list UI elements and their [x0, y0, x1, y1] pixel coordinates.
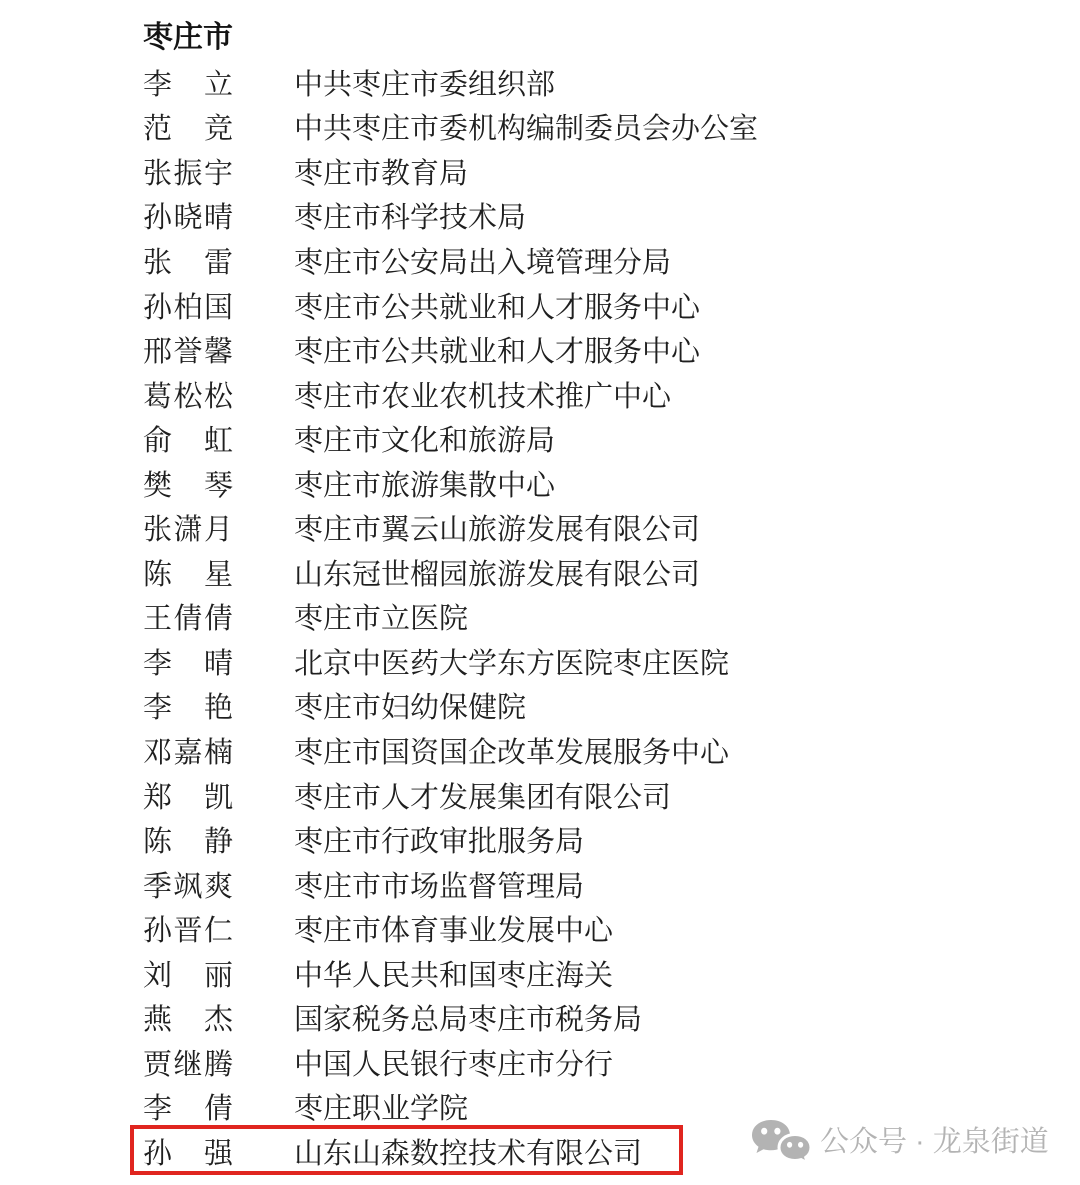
person-name: 李艳 [143, 692, 233, 725]
table-row [143, 505, 758, 550]
organization-name: 枣庄市公共就业和人才服务中心 [294, 291, 701, 324]
organization-name: 枣庄市科学技术局 [294, 202, 527, 235]
person-name: 张潇月 [143, 514, 233, 547]
table-row [143, 595, 758, 640]
organization-name: 枣庄市文化和旅游局 [294, 425, 556, 458]
table-row [143, 105, 758, 150]
table-row [143, 862, 758, 907]
table-row [143, 550, 758, 595]
table-row [143, 416, 758, 461]
organization-name: 枣庄市旅游集散中心 [294, 469, 556, 502]
table-row [143, 149, 758, 194]
person-name: 贾继腾 [143, 1048, 233, 1081]
person-name: 范竞 [143, 113, 233, 146]
table-row [143, 461, 758, 506]
organization-name: 中国人民银行枣庄市分行 [294, 1048, 614, 1081]
table-row [143, 773, 758, 818]
watermark [750, 1118, 1049, 1166]
table-row [143, 639, 758, 684]
person-name: 樊琴 [143, 469, 233, 502]
organization-name: 枣庄市妇幼保健院 [294, 692, 527, 725]
page-title: 枣庄市 [143, 21, 233, 54]
organization-name: 枣庄职业学院 [294, 1093, 469, 1126]
organization-name: 中共枣庄市委组织部 [294, 68, 556, 101]
person-name: 张雷 [143, 246, 233, 279]
organization-name: 枣庄市市场监督管理局 [294, 870, 585, 903]
roster-list [143, 60, 758, 1174]
organization-name: 北京中医药大学东方医院枣庄医院 [294, 647, 730, 680]
person-name: 陈星 [143, 558, 233, 591]
person-name: 俞虹 [143, 425, 233, 458]
organization-name: 枣庄市农业农机技术推广中心 [294, 380, 672, 413]
person-name: 孙强 [143, 1137, 233, 1170]
organization-name: 山东山森数控技术有限公司 [294, 1137, 643, 1170]
person-name: 邓嘉楠 [143, 736, 233, 769]
table-row [143, 1085, 758, 1130]
person-name: 刘丽 [143, 959, 233, 992]
table-row [143, 60, 758, 105]
table-row [143, 817, 758, 862]
person-name: 季飒爽 [143, 870, 233, 903]
organization-name: 枣庄市人才发展集团有限公司 [294, 781, 672, 814]
person-name: 王倩倩 [143, 603, 233, 636]
organization-name: 中共枣庄市委机构编制委员会办公室 [294, 113, 759, 146]
organization-name: 枣庄市立医院 [294, 603, 469, 636]
person-name: 陈静 [143, 826, 233, 859]
organization-name: 枣庄市国资国企改革发展服务中心 [294, 736, 730, 769]
person-name: 孙晋仁 [143, 915, 233, 948]
table-row [143, 995, 758, 1040]
table-row [143, 951, 758, 996]
person-name: 张振宇 [143, 157, 233, 190]
table-row [143, 728, 758, 773]
organization-name: 枣庄市公安局出入境管理分局 [294, 246, 672, 279]
organization-name: 国家税务总局枣庄市税务局 [294, 1004, 643, 1037]
organization-name: 枣庄市行政审批服务局 [294, 826, 585, 859]
table-row [143, 906, 758, 951]
table-row [143, 684, 758, 729]
person-name: 孙晓晴 [143, 202, 233, 235]
table-row [143, 238, 758, 283]
person-name: 李倩 [143, 1093, 233, 1126]
person-name: 郑凯 [143, 781, 233, 814]
table-row [143, 194, 758, 239]
person-name: 孙柏国 [143, 291, 233, 324]
organization-name: 中华人民共和国枣庄海关 [294, 959, 614, 992]
organization-name: 枣庄市体育事业发展中心 [294, 915, 614, 948]
wechat-icon [750, 1118, 814, 1166]
person-name: 燕杰 [143, 1004, 233, 1037]
organization-name: 枣庄市公共就业和人才服务中心 [294, 336, 701, 369]
person-name: 李立 [143, 68, 233, 101]
person-name: 李晴 [143, 647, 233, 680]
person-name: 葛松松 [143, 380, 233, 413]
table-row [143, 1129, 758, 1174]
table-row [143, 1040, 758, 1085]
table-row [143, 283, 758, 328]
organization-name: 山东冠世榴园旅游发展有限公司 [294, 558, 701, 591]
table-row [143, 372, 758, 417]
person-name: 邢誉馨 [143, 336, 233, 369]
organization-name: 枣庄市翼云山旅游发展有限公司 [294, 514, 701, 547]
table-row [143, 327, 758, 372]
watermark-text: 公众号 · 龙泉街道 [820, 1126, 1049, 1158]
organization-name: 枣庄市教育局 [294, 157, 469, 190]
